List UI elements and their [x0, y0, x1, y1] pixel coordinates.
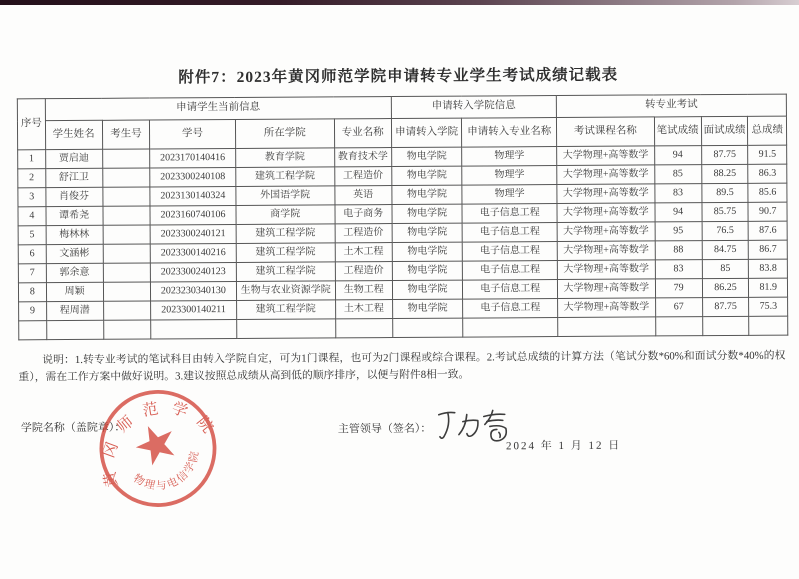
cell-target-college: 物电学院	[391, 147, 462, 166]
col-header-target-college: 申请转入学院	[391, 118, 462, 147]
cell-major: 工程造价	[335, 224, 392, 243]
cell-exam-no	[103, 320, 151, 339]
cell-target-major: 电子信息工程	[463, 242, 558, 262]
cell-total: 81.9	[749, 278, 788, 297]
cell-target-college: 物电学院	[392, 185, 463, 204]
cell-interview: 88.25	[701, 164, 748, 183]
col-header-major: 专业名称	[334, 119, 391, 148]
cell-student-id: 2023300240121	[150, 224, 235, 244]
col-header-college: 所在学院	[235, 119, 334, 149]
cell-college: 商学院	[236, 205, 335, 225]
cell-total: 85.6	[748, 183, 787, 202]
page-title: 附件7：2023年黄冈师范学院申请转专业学生考试成绩记载表	[178, 66, 619, 87]
stamp-inner-text: 物理与电信学院	[131, 448, 202, 493]
cell-exam-no	[103, 206, 151, 225]
cell-major: 教育技术学	[334, 148, 391, 167]
cell-college: 外国语学院	[235, 186, 334, 206]
cell-written: 94	[654, 146, 701, 165]
cell-no	[19, 321, 47, 340]
cell-written: 83	[655, 260, 702, 279]
cell-name: 舒江卫	[45, 168, 102, 187]
cell-name: 程周潜	[46, 301, 103, 320]
cell-no: 7	[18, 264, 46, 283]
cell-no: 6	[18, 245, 46, 264]
cell-student-id: 2023300240108	[150, 168, 235, 188]
cell-college: 建筑工程学院	[236, 300, 335, 320]
group-header-transfer-exam: 转专业考试	[556, 94, 786, 117]
cell-target-college	[392, 318, 463, 337]
col-header-target-major: 申请转入专业名称	[462, 118, 557, 148]
cell-exam-course	[558, 317, 656, 337]
cell-name: 梅林林	[46, 225, 103, 244]
cell-major: 土木工程	[335, 300, 392, 319]
cell-target-college: 物电学院	[392, 299, 463, 318]
cell-exam-no	[103, 263, 151, 282]
cell-major: 土木工程	[335, 243, 392, 262]
cell-name: 贾启迪	[45, 149, 102, 168]
cell-total	[749, 316, 788, 335]
cell-exam-course: 大学物理+高等数学	[557, 203, 655, 223]
cell-target-major: 物理学	[462, 185, 557, 205]
cell-no: 5	[18, 226, 46, 245]
cell-interview: 87.75	[702, 297, 749, 316]
cell-student-id: 2023300240123	[151, 262, 236, 282]
col-header-student-name: 学生姓名	[45, 120, 102, 149]
cell-target-major: 电子信息工程	[463, 223, 558, 243]
cell-target-college: 物电学院	[391, 166, 462, 185]
cell-interview: 76.5	[702, 221, 749, 240]
cell-target-major: 电子信息工程	[463, 280, 558, 300]
cell-total: 91.5	[748, 145, 787, 164]
score-table	[17, 94, 788, 341]
cell-exam-no	[102, 149, 150, 168]
cell-target-major: 物理学	[462, 147, 557, 167]
cell-college: 建筑工程学院	[236, 262, 335, 282]
col-header-interview-score: 面试成绩	[701, 116, 748, 145]
cell-exam-no	[103, 244, 151, 263]
cell-target-college: 物电学院	[392, 261, 463, 280]
cell-exam-course: 大学物理+高等数学	[557, 146, 655, 166]
cell-exam-course: 大学物理+高等数学	[557, 260, 655, 280]
cell-written: 79	[655, 279, 702, 298]
cell-major: 电子商务	[335, 205, 392, 224]
cell-total: 83.8	[749, 259, 788, 278]
cell-major: 工程造价	[335, 167, 392, 186]
cell-college: 建筑工程学院	[235, 167, 334, 187]
cell-name: 周颖	[46, 282, 103, 301]
cell-name: 郭余意	[46, 263, 103, 282]
table-column-header-row	[17, 116, 786, 150]
col-header-total-score: 总成绩	[748, 116, 787, 145]
cell-student-id: 2023160740106	[150, 205, 235, 225]
cell-major: 生物工程	[335, 281, 392, 300]
cell-target-college: 物电学院	[392, 280, 463, 299]
cell-college: 建筑工程学院	[236, 243, 335, 263]
date-text: 2024 年 1 月 12 日	[505, 439, 622, 453]
cell-student-id: 2023130140324	[150, 187, 235, 207]
cell-target-college: 物电学院	[392, 204, 463, 223]
cell-target-major: 电子信息工程	[463, 261, 558, 281]
col-header-student-id: 学号	[150, 120, 236, 150]
cell-exam-no	[103, 282, 151, 301]
cell-written: 83	[655, 184, 702, 203]
cell-no: 9	[19, 302, 47, 321]
seal-icon	[71, 361, 246, 536]
cell-interview: 87.75	[701, 145, 748, 164]
college-seal-stamp	[71, 361, 246, 536]
cell-total: 87.6	[749, 221, 788, 240]
group-header-transfer-college-info: 申请转入学院信息	[391, 96, 556, 119]
cell-exam-course: 大学物理+高等数学	[557, 184, 655, 204]
cell-total: 86.3	[748, 164, 787, 183]
cell-written: 67	[655, 298, 702, 317]
cell-major: 工程造价	[335, 262, 392, 281]
cell-college	[236, 319, 335, 339]
cell-interview: 86.25	[702, 278, 749, 297]
cell-no: 1	[18, 150, 46, 169]
col-header-exam-no: 考生号	[102, 120, 150, 149]
cell-no: 3	[18, 188, 46, 207]
cell-exam-course: 大学物理+高等数学	[557, 165, 655, 185]
cell-college: 教育学院	[235, 148, 334, 168]
cell-exam-no	[103, 301, 151, 320]
cell-name: 谭希尧	[46, 206, 103, 225]
cell-exam-course: 大学物理+高等数学	[557, 279, 655, 299]
cell-interview: 89.5	[701, 183, 748, 202]
cell-target-major	[463, 318, 558, 338]
col-header-written-score: 笔试成绩	[654, 117, 701, 146]
cell-exam-no	[103, 225, 151, 244]
cell-interview: 85.75	[702, 202, 749, 221]
cell-total: 75.3	[749, 297, 788, 316]
group-header-current-info: 申请学生当前信息	[45, 97, 391, 121]
leader-signature-handwriting	[433, 404, 528, 453]
cell-total: 86.7	[749, 240, 788, 259]
cell-target-major: 物理学	[462, 166, 557, 186]
table-row	[19, 316, 788, 340]
cell-student-id: 2023300140216	[150, 243, 235, 263]
cell-target-college: 物电学院	[392, 242, 463, 261]
cell-college: 生物与农业资源学院	[236, 281, 335, 301]
cell-student-id: 2023170140416	[150, 149, 235, 169]
cell-exam-course: 大学物理+高等数学	[558, 298, 656, 318]
cell-target-college: 物电学院	[392, 223, 463, 242]
cell-student-id: 2023230340130	[151, 281, 236, 301]
cell-interview	[702, 316, 749, 335]
cell-student-id: 2023300140211	[151, 300, 236, 320]
leader-signature-label: 主管领导（签名）：	[337, 422, 432, 436]
cell-exam-no	[102, 168, 150, 187]
college-name-label: 学院名称（盖院章）：	[20, 421, 126, 435]
cell-name: 文涵彬	[46, 244, 103, 263]
cell-college: 建筑工程学院	[236, 224, 335, 244]
cell-no: 4	[18, 207, 46, 226]
cell-student-id	[151, 319, 236, 339]
cell-exam-course: 大学物理+高等数学	[557, 241, 655, 261]
cell-total: 90.7	[748, 202, 787, 221]
cell-written: 88	[655, 241, 702, 260]
cell-written: 95	[655, 222, 702, 241]
cell-interview: 85	[702, 259, 749, 278]
table-body	[18, 145, 788, 340]
stamp-outer-text: 黄冈师范学院	[99, 398, 224, 489]
cell-written: 85	[654, 165, 701, 184]
cell-interview: 84.75	[702, 240, 749, 259]
cell-exam-course: 大学物理+高等数学	[557, 222, 655, 242]
col-header-exam-course: 考试课程名称	[556, 117, 654, 147]
cell-written	[655, 317, 702, 336]
col-header-index: 序号	[17, 99, 45, 150]
cell-written: 94	[655, 203, 702, 222]
notes-paragraph: 说明：1.转专业考试的笔试科目由转入学院自定，可为1门课程，也可为2门课程或综合课程。2.考试总成绩的计算方法（笔试分数*60%和面试分数*40%的权重），需在工作方案中做好说明。3.建议按照总成绩从高到低的顺序排序，以便与附件8相一致。	[18, 349, 786, 384]
cell-target-major: 电子信息工程	[463, 299, 558, 319]
cell-name: 肖俊芬	[46, 187, 103, 206]
cell-no: 2	[18, 169, 46, 188]
cell-no: 8	[18, 283, 46, 302]
cell-target-major: 电子信息工程	[462, 204, 557, 224]
cell-exam-no	[102, 187, 150, 206]
cell-name	[46, 320, 103, 339]
cell-major: 英语	[335, 186, 392, 205]
cell-major	[335, 319, 392, 338]
